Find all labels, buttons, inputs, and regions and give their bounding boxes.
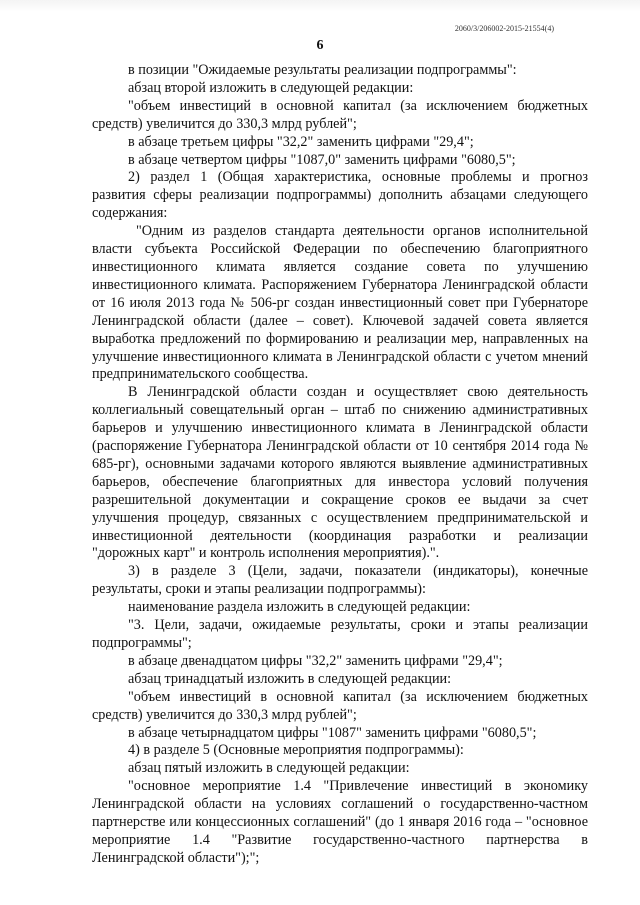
paragraph: абзац пятый изложить в следующей редакции:: [128, 760, 410, 777]
paragraph: "основное мероприятие 1.4 "Привлечение инвестиций в экономику Ленинградской области на условиях соглашений о государственно-частном партнерстве или концессионных соглашений" (до 1 января 2016 года – "основное мероприятие 1.4 "Развитие государственно-частного партнерства в Ленинградской области");";: [92, 778, 588, 866]
paragraph: "объем инвестиций в основной капитал (за исключением бюджетных средств) увеличится до 330,3 млрд рублей";: [92, 688, 588, 723]
paragraph: абзац тринадцатый изложить в следующей редакции:: [128, 670, 452, 687]
paragraph: "3. Цели, задачи, ожидаемые результаты, сроки и этапы реализации подпрограммы";: [92, 617, 588, 651]
quoted-paragraph: "Одним из разделов стандарта деятельности органов исполнительной власти субъекта Российской Федерации по обеспечению благоприятного инвестиционного климата является создание совета по улучшению инвестиционного климата. Распоряжением Губернатора Ленинградской области от 16 июля 2013 года № 506-рг создан инвестиционный совет при Губернаторе Ленинградской области (далее – совет). Ключевой задачей совета является выработка предложений по формированию и реализации мер, направленных на улучшение инвестиционного климата в Ленинградской области с учетом мнений предпринимательского сообщества.: [92, 223, 588, 383]
paragraph: в абзаце четвертом цифры "1087,0" заменить цифрами "6080,5";: [128, 151, 516, 168]
paragraph: в абзаце четырнадцатом цифры "1087" заменить цифрами "6080,5";: [128, 724, 537, 741]
paragraph: в абзаце двенадцатом цифры "32,2" заменить цифрами "29,4";: [128, 652, 503, 669]
paragraph: абзац второй изложить в следующей редакции:: [128, 79, 414, 96]
paragraph: в позиции "Ожидаемые результаты реализации подпрограммы":: [128, 62, 517, 78]
paragraph: 3) в разделе 3 (Цели, задачи, показатели (индикаторы), конечные результаты, сроки и этапы реализации подпрограммы):: [92, 563, 588, 598]
paragraph: В Ленинградской области создан и осуществляет свою деятельность коллегиальный совещательный орган – штаб по снижению административных барьеров и улучшению инвестиционного климата в Ленинградской области (распоряжение Губернатора Ленинградской области от 10 сентября 2014 года № 685-рг), основными задачами которого являются выявление административных барьеров, обеспечение благоприятных для инвестора условий получения разрешительной документации и сокращение сроков ее выдачи за счет улучшения процедур, связанных с осуществлением предпринимательской и инвестиционной деятельности (координация разработки и реализации "дорожных карт" и контроль исполнения мероприятия).".: [92, 384, 588, 562]
document-body: [92, 62, 588, 868]
paragraph: "объем инвестиций в основной капитал (за исключением бюджетных средств) увеличится до 330,3 млрд рублей";: [92, 97, 588, 132]
scan-top-edge: [0, 0, 640, 12]
paragraph: 4) в разделе 5 (Основные мероприятия подпрограммы):: [128, 742, 464, 759]
paragraph: наименование раздела изложить в следующей редакции:: [128, 599, 471, 616]
paragraph: в абзаце третьем цифры "32,2" заменить цифрами "29,4";: [128, 133, 474, 150]
paragraph: 2) раздел 1 (Общая характеристика, основные проблемы и прогноз развития сферы реализации подпрограммы) дополнить абзацами следующего содержания:: [92, 169, 588, 222]
document-number: 2060/3/206002-2015-21554(4): [454, 24, 554, 33]
page-number: 6: [316, 38, 324, 53]
